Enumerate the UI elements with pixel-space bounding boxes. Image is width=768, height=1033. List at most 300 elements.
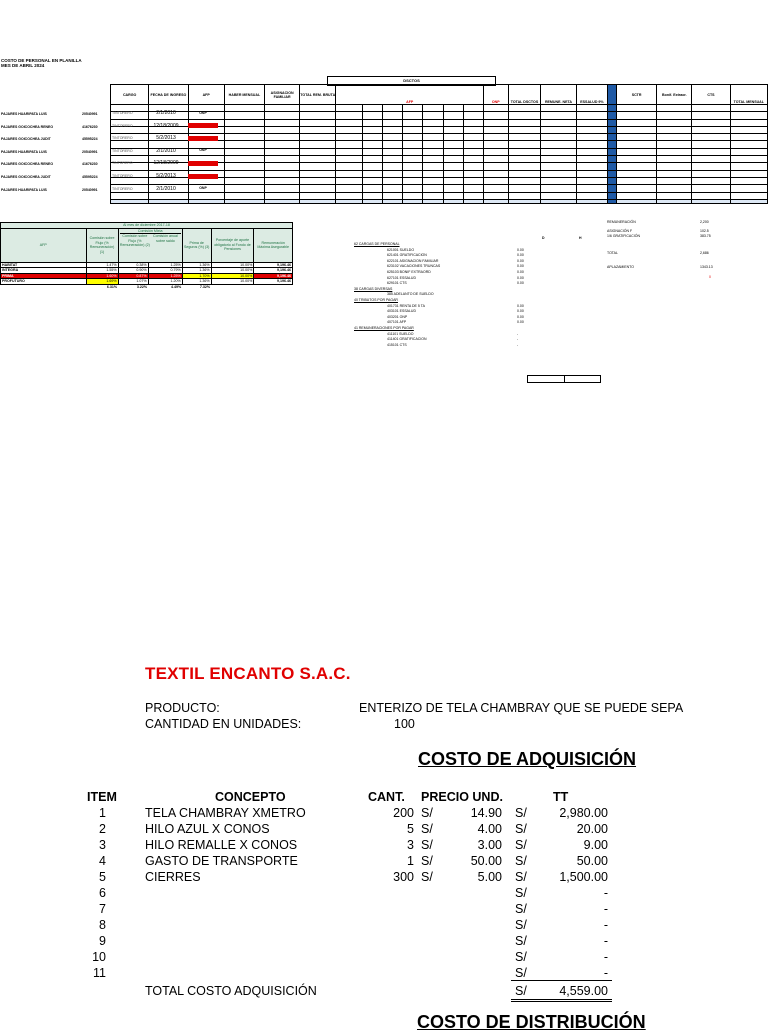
afp-body xyxy=(1,262,293,284)
payroll-cell xyxy=(336,170,363,177)
payroll-cell xyxy=(616,105,656,112)
payroll-cell xyxy=(463,134,483,141)
cost-tt: - xyxy=(603,886,608,900)
payroll-cell xyxy=(508,105,541,112)
cost-row xyxy=(0,805,768,821)
payroll-cell xyxy=(224,192,264,199)
payroll-cell xyxy=(484,105,508,112)
payroll-cell xyxy=(608,185,617,192)
cost-currency-tt: S/ xyxy=(515,950,527,964)
payroll-cell xyxy=(362,134,382,141)
payroll-cell xyxy=(383,185,403,192)
payroll-cell xyxy=(149,199,188,203)
payroll-cell xyxy=(608,156,617,163)
payroll-cell xyxy=(403,170,423,177)
payroll-cell xyxy=(541,126,576,133)
journal-account: 62 CARGAS DE PERSONAL xyxy=(354,242,400,246)
payroll-cell xyxy=(692,148,730,155)
payroll-cell xyxy=(336,148,363,155)
summary-value: 102.5 xyxy=(700,229,709,233)
payroll-cell xyxy=(443,148,463,155)
payroll-cell xyxy=(616,112,656,119)
payroll-cell xyxy=(616,163,656,170)
payroll-cell xyxy=(265,112,300,119)
afp-header-c2: Comisión sobre Flujo (% Remuneración) (2) xyxy=(119,234,150,247)
afp-rem: 9,196.46 xyxy=(254,279,293,285)
payroll-title-block xyxy=(1,58,82,68)
dsctos-label: DSCTOS xyxy=(403,78,420,83)
payroll-cell xyxy=(730,156,767,163)
afp-c1: 1.55% xyxy=(86,268,118,274)
cost-currency-tt: S/ xyxy=(515,886,527,900)
cost-precio: 50.00 xyxy=(470,854,502,868)
payroll-cell xyxy=(657,112,692,119)
payroll-cell xyxy=(576,170,608,177)
payroll-cell xyxy=(484,112,508,119)
payroll-cell xyxy=(508,141,541,148)
cost-item: 2 xyxy=(99,822,106,836)
header-total-rem: TOTAL REM. BRUTA xyxy=(300,85,336,105)
payroll-cell xyxy=(224,126,264,133)
cost-tt: - xyxy=(603,934,608,948)
payroll-cell xyxy=(403,163,423,170)
afp-c3: 1.20% xyxy=(148,279,182,285)
employee-dni: 45595224 xyxy=(82,137,98,142)
col-cant-header: CANT. xyxy=(368,790,405,804)
payroll-cell xyxy=(336,134,363,141)
cost-item: 6 xyxy=(99,886,106,900)
cost-cant: 300 xyxy=(393,870,414,884)
cost-currency-precio: S/ xyxy=(421,870,433,884)
payroll-cell xyxy=(265,134,300,141)
payroll-cell xyxy=(657,134,692,141)
afp-c1: 1.60% xyxy=(86,273,118,279)
summary-label: REMUNERACIÓN xyxy=(607,220,636,224)
afp-header-prima: Prima de Seguros (%) (3) xyxy=(182,228,211,262)
cost-cant: 1 xyxy=(407,854,414,868)
payroll-cell xyxy=(730,199,767,203)
employee-name: PAJARES HUARIPATA LUIS xyxy=(1,149,47,154)
journal-subaccount: 385 ADELANTO DE SUELDO xyxy=(387,292,434,297)
payroll-cell xyxy=(224,112,264,119)
total-value: 4,559.00 xyxy=(559,984,608,998)
col-item-header: ITEM xyxy=(87,790,117,804)
afp-c2: 0.38% xyxy=(118,262,148,268)
payroll-cell xyxy=(616,134,656,141)
payroll-cell xyxy=(423,199,443,203)
payroll-cell xyxy=(576,185,608,192)
payroll-cell xyxy=(657,163,692,170)
cost-tt: 9.00 xyxy=(583,838,608,852)
payroll-cell xyxy=(383,177,403,184)
cost-item: 5 xyxy=(99,870,106,884)
cost-precio: 3.00 xyxy=(477,838,502,852)
payroll-cell xyxy=(443,177,463,184)
payroll-cell xyxy=(616,156,656,163)
employee-dni: 20540991 xyxy=(82,112,98,116)
payroll-cell xyxy=(423,170,443,177)
payroll-cell xyxy=(362,170,382,177)
payroll-cell xyxy=(730,141,767,148)
payroll-cell xyxy=(692,112,730,119)
payroll-cell xyxy=(224,199,264,203)
cost-tt: - xyxy=(603,918,608,932)
employee-dni: 41676230 xyxy=(82,124,98,129)
payroll-cell xyxy=(576,141,608,148)
afp-prima: 1.36% xyxy=(182,268,211,274)
payroll-cell xyxy=(362,185,382,192)
payroll-cell xyxy=(541,192,576,199)
payroll-cell xyxy=(484,148,508,155)
payroll-cell xyxy=(224,163,264,170)
payroll-cell xyxy=(541,199,576,203)
company-name: TEXTIL ENCANTO S.A.C. xyxy=(145,664,351,683)
payroll-cell xyxy=(403,112,423,119)
payroll-cell xyxy=(300,177,336,184)
payroll-cell xyxy=(608,112,617,119)
cost-tt: 2,980.00 xyxy=(559,806,608,820)
payroll-cell xyxy=(608,141,617,148)
afp-rem: 9,196.46 xyxy=(254,273,293,279)
payroll-cell xyxy=(692,185,730,192)
payroll-cell xyxy=(362,199,382,203)
payroll-cell xyxy=(383,163,403,170)
payroll-cell xyxy=(508,177,541,184)
journal-subaccount: 401731 RENTA DE 5 TA xyxy=(387,303,425,308)
payroll-cell xyxy=(443,170,463,177)
payroll-cell xyxy=(383,134,403,141)
payroll-cell xyxy=(362,192,382,199)
afp-aporte: 10.00% xyxy=(211,262,254,268)
payroll-cell xyxy=(508,126,541,133)
payroll-cell xyxy=(463,119,483,126)
payroll-cell xyxy=(608,105,617,112)
payroll-cell xyxy=(692,199,730,203)
payroll-cell xyxy=(403,134,423,141)
cost-currency-tt: S/ xyxy=(515,870,527,884)
cost-precio: 4.00 xyxy=(477,822,502,836)
payroll-cell xyxy=(730,148,767,155)
payroll-cell xyxy=(443,199,463,203)
payroll-cell xyxy=(362,148,382,155)
payroll-cell xyxy=(576,199,608,203)
journal-line xyxy=(354,343,594,349)
journal-account: 40 TRIBUTOS POR PAGAR xyxy=(354,297,398,302)
payroll-cell xyxy=(265,170,300,177)
payroll-cell xyxy=(224,134,264,141)
journal-subaccount: 622101 ASIGNACION FAMILIAR xyxy=(387,258,439,263)
afp-c1: 1.69% xyxy=(86,279,118,285)
total-currency: S/ xyxy=(515,984,527,998)
payroll-cell xyxy=(224,170,264,177)
payroll-cell xyxy=(608,177,617,184)
cost-row xyxy=(0,965,768,981)
afp-header-comision-mixta: Comisión Mixta xyxy=(120,229,181,235)
summary-zero: 0 xyxy=(709,275,711,279)
journal-total-box xyxy=(527,375,601,383)
cost-row xyxy=(0,869,768,885)
payroll-cell xyxy=(265,177,300,184)
cost-item: 1 xyxy=(99,806,106,820)
payroll-cell xyxy=(730,134,767,141)
employee-fecha: 2/1/2010 xyxy=(156,185,176,192)
payroll-cell xyxy=(403,141,423,148)
payroll-cell xyxy=(541,156,576,163)
payroll-cell xyxy=(508,112,541,119)
payroll-cell xyxy=(443,134,463,141)
payroll-cell xyxy=(576,177,608,184)
payroll-cell xyxy=(576,126,608,133)
cost-row xyxy=(0,853,768,869)
header-essalud: ESSALUD 9% xyxy=(576,85,608,105)
payroll-cell xyxy=(362,112,382,119)
payroll-cell xyxy=(463,126,483,133)
afp-c1: 1.47% xyxy=(86,262,118,268)
employee-fecha: 12/18/2009 xyxy=(153,160,179,167)
afp-aporte: 10.00% xyxy=(211,273,254,279)
journal-col-h: H xyxy=(579,236,582,240)
payroll-cell xyxy=(484,141,508,148)
cantidad-label: CANTIDAD EN UNIDADES: xyxy=(145,717,302,731)
afp-header-comision-mixta-group xyxy=(118,228,182,262)
payroll-cell xyxy=(730,163,767,170)
employee-dni: 45595224 xyxy=(82,175,98,179)
journal-col-d: D xyxy=(542,236,545,240)
journal-value: 0.00 xyxy=(517,247,524,252)
payroll-cell xyxy=(463,148,483,155)
journal-value: 0.00 xyxy=(517,253,524,258)
payroll-cell xyxy=(484,185,508,192)
journal-subaccount: 407101 AFP xyxy=(387,320,407,325)
journal-subaccount: 621001 SUELDO xyxy=(387,247,415,252)
afp-header-c3: Comisión anual sobre saldo xyxy=(153,234,178,243)
payroll-cell xyxy=(423,119,443,126)
employee-fecha: 2/1/2010 xyxy=(156,147,176,154)
cost-precio: 14.90 xyxy=(470,806,502,820)
afp-caption: Al mes de diciembre 2017-18 xyxy=(1,223,293,229)
payroll-cell xyxy=(730,185,767,192)
cost-item: 4 xyxy=(99,854,106,868)
payroll-cell xyxy=(300,148,336,155)
payroll-cell xyxy=(383,148,403,155)
payroll-cell xyxy=(463,105,483,112)
journal-account: 41 REMUNERACIONES POR PAGAR xyxy=(354,325,414,330)
cost-currency-precio: S/ xyxy=(421,822,433,836)
payroll-cell xyxy=(336,199,363,203)
afp-rem: 9,196.46 xyxy=(254,268,293,274)
payroll-subtitle: MES DE ABRIL 2024 xyxy=(1,63,45,68)
journal-value: 0.00 xyxy=(517,309,524,314)
payroll-cell xyxy=(265,141,300,148)
payroll-cell xyxy=(224,105,264,112)
payroll-cell xyxy=(188,141,224,148)
journal-value: 0.00 xyxy=(517,303,524,308)
payroll-cell xyxy=(403,105,423,112)
journal-subaccount: 403101 ESSALUD xyxy=(387,309,416,314)
payroll-cell xyxy=(362,141,382,148)
col-concepto-header: CONCEPTO xyxy=(215,790,286,804)
payroll-cell xyxy=(423,141,443,148)
payroll-cell xyxy=(508,170,541,177)
journal-account: 38 CARGAS DIVERSAS xyxy=(354,286,393,291)
journal-subaccount: 411101 SUELDO xyxy=(387,331,414,336)
payroll-cell xyxy=(608,199,617,203)
cost-tt: 50.00 xyxy=(576,854,608,868)
payroll-cell xyxy=(692,141,730,148)
payroll-cell xyxy=(616,199,656,203)
payroll-cell xyxy=(265,105,300,112)
payroll-cell xyxy=(484,126,508,133)
payroll-cell xyxy=(224,156,264,163)
afp-total-c2: 3.22% xyxy=(136,284,148,289)
cost-currency-tt: S/ xyxy=(515,806,527,820)
employee-afp: PRIMA xyxy=(188,123,218,128)
employee-cargo: TINTORERO xyxy=(112,136,133,141)
payroll-cell xyxy=(692,156,730,163)
payroll-cell xyxy=(362,105,382,112)
payroll-cell xyxy=(616,185,656,192)
payroll-cell xyxy=(265,156,300,163)
payroll-cell xyxy=(336,185,363,192)
cost-concepto: GASTO DE TRANSPORTE xyxy=(145,854,298,868)
afp-c3: 0.79% xyxy=(148,268,182,274)
afp-rem: 9,196.46 xyxy=(254,262,293,268)
payroll-cell xyxy=(383,119,403,126)
payroll-grid-row xyxy=(111,177,768,184)
employee-name: PAJARES GOICOCHEA RENEO xyxy=(1,162,54,167)
total-rule xyxy=(511,980,612,981)
payroll-cell xyxy=(463,112,483,119)
payroll-cell xyxy=(730,170,767,177)
payroll-cell xyxy=(541,185,576,192)
payroll-cell xyxy=(300,141,336,148)
journal-value: 0.00 xyxy=(517,258,524,263)
payroll-cell xyxy=(484,119,508,126)
afp-prima: 1.36% xyxy=(182,279,211,285)
payroll-cell xyxy=(657,185,692,192)
payroll-cell xyxy=(463,199,483,203)
header-total-mensual: TOTAL MENSUAL xyxy=(730,85,767,105)
cost-concepto: HILO REMALLE X CONOS xyxy=(145,838,298,852)
employee-afp: ONP xyxy=(199,186,207,191)
payroll-cell xyxy=(423,156,443,163)
afp-name: INTEGRA xyxy=(1,268,87,274)
cost-currency-precio: S/ xyxy=(421,806,433,820)
summary-label: ASIGNACIÓN F xyxy=(607,229,633,233)
header-remune-neta: REMUNE. NETA xyxy=(541,85,576,105)
cost-tt: 20.00 xyxy=(576,822,608,836)
payroll-cell xyxy=(403,126,423,133)
payroll-cell xyxy=(383,156,403,163)
cost-currency-tt: S/ xyxy=(515,822,527,836)
payroll-cell xyxy=(403,199,423,203)
employee-name: PAJARES HUARIPATA LUIS xyxy=(1,112,47,116)
payroll-cell xyxy=(300,156,336,163)
payroll-cell xyxy=(188,177,224,184)
payroll-cell xyxy=(336,192,363,199)
employee-name: PAJARES GOICOCHEA JUDIT xyxy=(1,175,51,179)
journal-subaccount: 627101 ESSALUD xyxy=(387,275,416,280)
cost-row xyxy=(0,885,768,901)
payroll-cell xyxy=(463,156,483,163)
cost-tt: - xyxy=(603,950,608,964)
cost-row xyxy=(0,949,768,965)
payroll-cell xyxy=(541,105,576,112)
payroll-cell xyxy=(484,199,508,203)
journal-value: 0.00 xyxy=(517,281,524,286)
payroll-cell xyxy=(616,126,656,133)
header-cts: CTS xyxy=(692,85,730,105)
journal-subaccount: 629101 CTS xyxy=(387,281,407,286)
cost-concepto: TELA CHAMBRAY XMETRO xyxy=(145,806,306,820)
payroll-cell xyxy=(443,163,463,170)
payroll-cell xyxy=(508,192,541,199)
payroll-cell xyxy=(608,163,617,170)
journal-lines xyxy=(354,242,594,348)
header-afp-desc: AFP xyxy=(336,85,484,105)
cost-item: 3 xyxy=(99,838,106,852)
journal-value: 0.00 xyxy=(517,264,524,269)
summary-label: TOTAL xyxy=(607,251,618,255)
total-underline-2 xyxy=(511,1001,612,1002)
payroll-cell xyxy=(508,199,541,203)
payroll-cell xyxy=(692,126,730,133)
payroll-cell xyxy=(111,192,149,199)
payroll-cell xyxy=(576,163,608,170)
payroll-cell xyxy=(463,141,483,148)
payroll-cell xyxy=(443,192,463,199)
payroll-cell xyxy=(423,112,443,119)
employee-name: PAJARES HUARIPATA LUIS xyxy=(1,187,47,192)
payroll-cell xyxy=(362,163,382,170)
payroll-cell xyxy=(362,119,382,126)
payroll-cell xyxy=(443,105,463,112)
afp-table xyxy=(0,222,293,289)
cost-concepto: HILO AZUL X CONOS xyxy=(145,822,270,836)
payroll-cell xyxy=(188,192,224,199)
payroll-cell xyxy=(336,163,363,170)
cost-tt: 1,500.00 xyxy=(559,870,608,884)
col-precio-header: PRECIO UND. xyxy=(421,790,503,804)
payroll-cell xyxy=(300,199,336,203)
payroll-cell xyxy=(576,148,608,155)
payroll-cell xyxy=(336,119,363,126)
payroll-cell xyxy=(657,148,692,155)
payroll-cell xyxy=(300,112,336,119)
payroll-cell xyxy=(657,192,692,199)
payroll-cell xyxy=(508,185,541,192)
payroll-cell xyxy=(224,185,264,192)
header-total-dsctos: TOTAL DSCTOS xyxy=(508,85,541,105)
payroll-cell xyxy=(657,170,692,177)
producto-value: ENTERIZO DE TELA CHAMBRAY QUE SE PUEDE SEPA xyxy=(359,701,684,715)
payroll-cell xyxy=(541,119,576,126)
cost-row xyxy=(0,933,768,949)
journal-value: 0.00 xyxy=(517,320,524,325)
cost-row xyxy=(0,821,768,837)
afp-c2: 0.90% xyxy=(118,268,148,274)
payroll-cell xyxy=(616,170,656,177)
employee-afp: ONP xyxy=(199,110,207,115)
journal-subaccount: 403201 ONP xyxy=(387,314,408,319)
afp-prima: 1.70% xyxy=(182,273,211,279)
payroll-cell xyxy=(730,192,767,199)
payroll-cell xyxy=(443,112,463,119)
payroll-cell xyxy=(692,192,730,199)
cost-currency-tt: S/ xyxy=(515,854,527,868)
payroll-cell xyxy=(111,177,149,184)
payroll-cell xyxy=(300,163,336,170)
